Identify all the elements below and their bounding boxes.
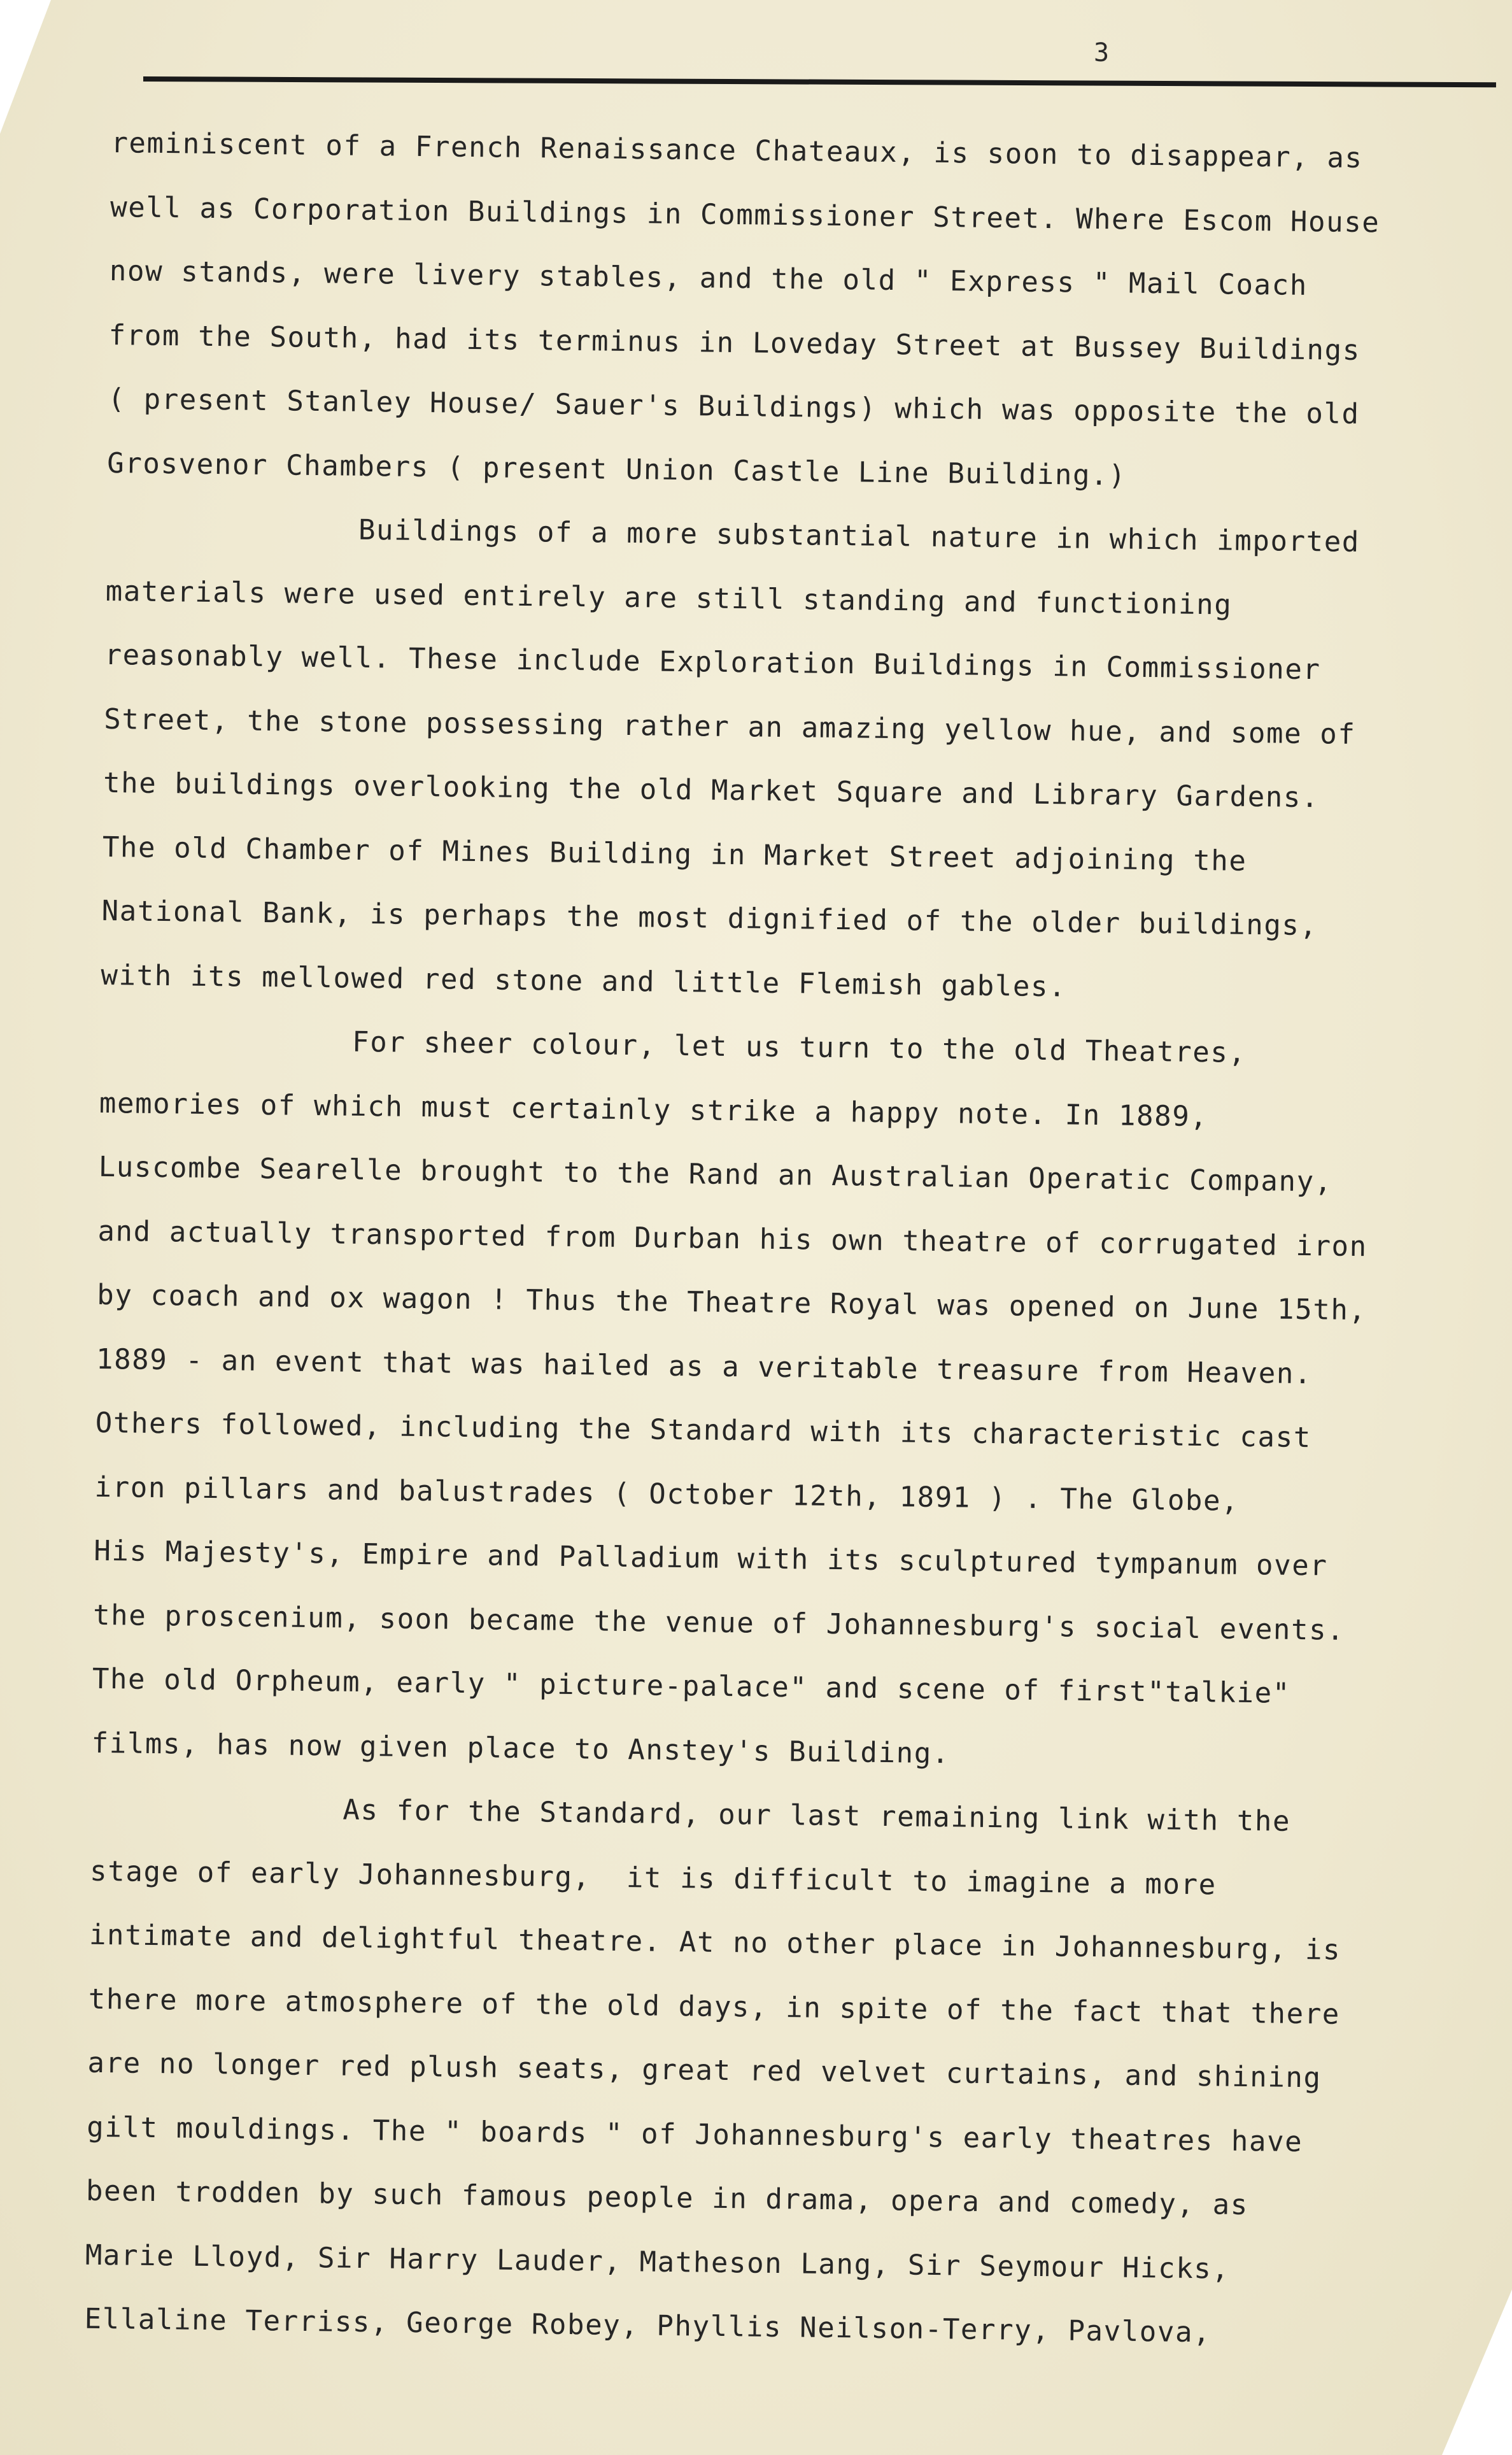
text-line: For sheer colour, let us turn to the old Theatres, bbox=[351, 1025, 1247, 1069]
torn-corner-top-left bbox=[0, 0, 51, 134]
text-line: Buildings of a more substantial nature in which imported bbox=[358, 513, 1360, 559]
text-line: Others followed, including the Standard with its characteristic cast bbox=[95, 1406, 1312, 1455]
text-line: Grosvenor Chambers ( present Union Castle Line Building.) bbox=[106, 446, 1127, 492]
paragraph bbox=[84, 1775, 1466, 2368]
text-line: by coach and ox wagon ! Thus the Theatre Royal was opened on June 15th, bbox=[96, 1278, 1367, 1327]
text-line: iron pillars and balustrades ( October 12th, 1891 ) . The Globe, bbox=[94, 1470, 1240, 1518]
text-line: Ellaline Terriss, George Robey, Phyllis Neilson-Terry, Pavlova, bbox=[84, 2302, 1212, 2349]
text-line: memories of which must certainly strike a happy note. In 1889, bbox=[99, 1086, 1208, 1133]
text-line: Marie Lloyd, Sir Harry Lauder, Matheson Lang, Sir Seymour Hicks, bbox=[85, 2238, 1230, 2286]
text-line: are no longer red plush seats, great red velvet curtains, and shining bbox=[87, 2046, 1322, 2095]
text-line: ( present Stanley House/ Sauer's Buildings) which was opposite the old bbox=[108, 382, 1360, 431]
paragraph bbox=[91, 1007, 1476, 1792]
text-line: been trodden by such famous people in drama, opera and comedy, as bbox=[85, 2174, 1249, 2222]
text-line: films, has now given place to Anstey's Building. bbox=[91, 1726, 950, 1770]
paragraph bbox=[101, 495, 1482, 1024]
text-line: the buildings overlooking the old Market Square and Library Gardens. bbox=[102, 766, 1320, 815]
text-line: National Bank, is perhaps the most dignified of the older buildings, bbox=[101, 894, 1318, 943]
text-line: the proscenium, soon became the venue of Johannesburg's social events. bbox=[92, 1598, 1345, 1647]
text-line: intimate and delightful theatre. At no other place in Johannesburg, is bbox=[88, 1918, 1341, 1967]
page-number: 3 bbox=[1094, 38, 1110, 68]
text-line: well as Corporation Buildings in Commissioner Street. Where Escom House bbox=[110, 190, 1380, 239]
text-line: reminiscent of a French Renaissance Chateaux, is soon to disappear, as bbox=[111, 126, 1363, 175]
text-line: Street, the stone possessing rather an amazing yellow hue, and some of bbox=[104, 702, 1356, 751]
header-rule bbox=[143, 76, 1496, 87]
text-line: As for the Standard, our last remaining link with the bbox=[343, 1793, 1291, 1838]
text-line: from the South, had its terminus in Loveday Street at Bussey Buildings bbox=[108, 318, 1361, 367]
text-line: and actually transported from Durban his own theatre of corrugated iron bbox=[97, 1214, 1368, 1263]
text-line: The old Chamber of Mines Building in Market Street adjoining the bbox=[102, 830, 1247, 878]
text-line: now stands, were livery stables, and the old " Express " Mail Coach bbox=[109, 254, 1308, 302]
text-line: The old Orpheum, early " picture-palace" and scene of first"talkie" bbox=[92, 1662, 1291, 1710]
text-line: there more atmosphere of the old days, in spite of the fact that there bbox=[88, 1982, 1341, 2031]
text-line: materials were used entirely are still standing and functioning bbox=[105, 574, 1233, 622]
text-line: reasonably well. These include Exploration Buildings in Commissioner bbox=[104, 638, 1321, 687]
paragraph bbox=[107, 111, 1487, 512]
body-text bbox=[84, 111, 1487, 2368]
text-line: gilt mouldings. The " boards " of Johannesburg's early theatres have bbox=[87, 2110, 1303, 2158]
text-line: 1889 - an event that was hailed as a veritable treasure from Heaven. bbox=[95, 1342, 1313, 1390]
text-line: stage of early Johannesburg, it is difficult to imagine a more bbox=[89, 1854, 1217, 1901]
text-line: His Majesty's, Empire and Palladium with its sculptured tympanum over bbox=[94, 1534, 1328, 1583]
text-line: with its mellowed red stone and little Flemish gables. bbox=[101, 958, 1067, 1003]
text-line: Luscombe Searelle brought to the Rand an Australian Operatic Company, bbox=[98, 1150, 1333, 1199]
